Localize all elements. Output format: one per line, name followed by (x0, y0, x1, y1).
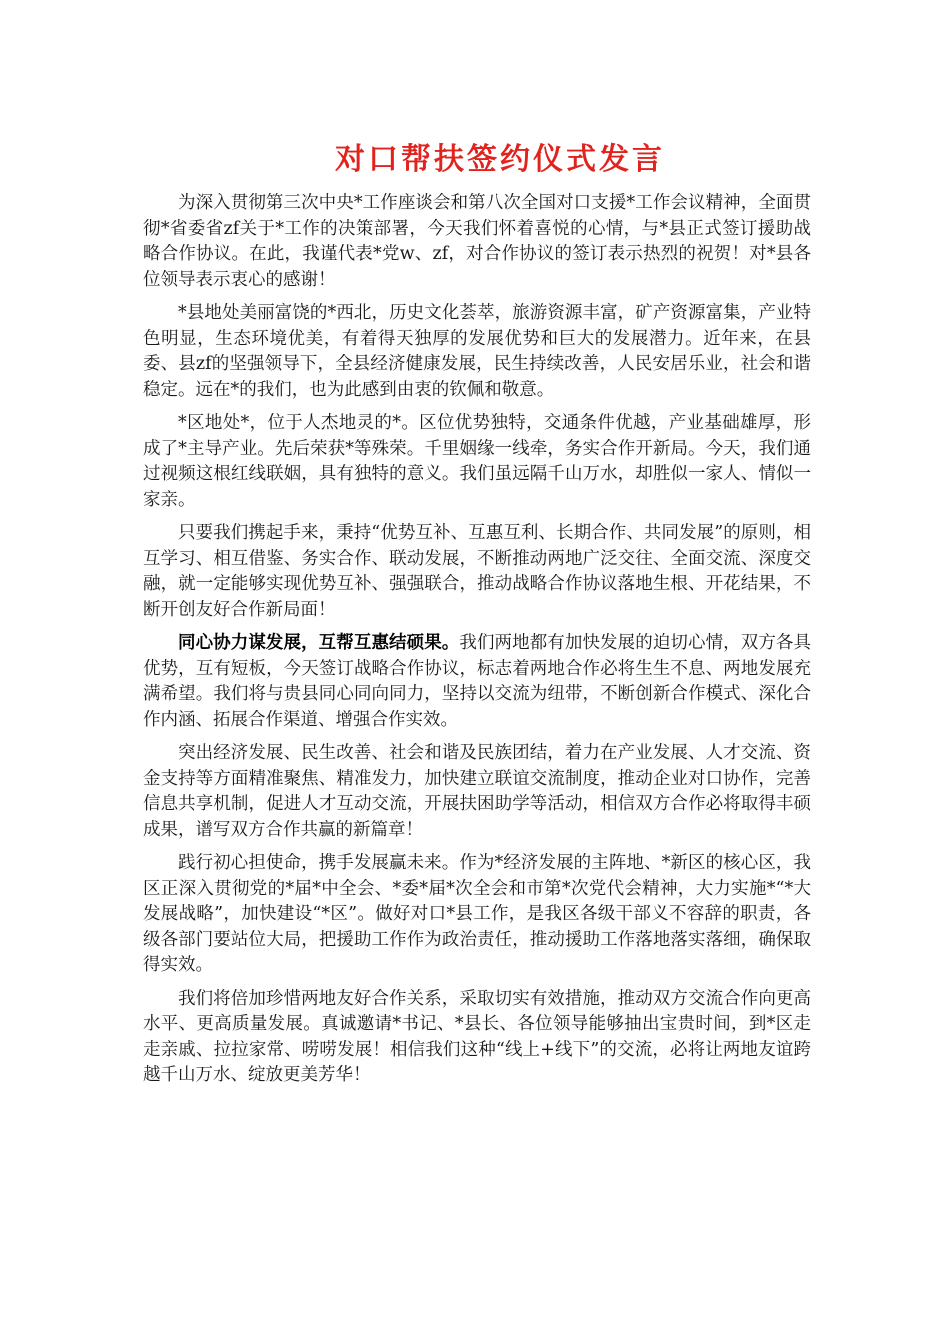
paragraph-text: 为深入贯彻第三次中央*工作座谈会和第八次全国对口支援*工作会议精神，全面贯彻*省委省zf关于*工作的决策部署，今天我们怀着喜悦的心情，与*县正式签订援助战略合作协议。在此，我谨代表*党w、zf，对合作协议的签订表示热烈的祝贺！对*县各位领导表示衷心的感谢！ (143, 193, 811, 290)
paragraph-3 (143, 411, 811, 513)
paragraph-1 (143, 191, 811, 293)
paragraph-text: 突出经济发展、民生改善、社会和谐及民族团结，着力在产业发展、人才交流、资金支持等方面精准聚焦、精准发力，加快建立联谊交流制度，推动企业对口协作，完善信息共享机制，促进人才互动交流，开展扶困助学等活动，相信双方合作必将取得丰硕成果，谱写双方合作共赢的新篇章！ (143, 743, 811, 840)
paragraph-6 (143, 741, 811, 843)
paragraph-text: 只要我们携起手来，秉持“优势互补、互惠互利、长期合作、共同发展”的原则，相互学习、相互借鉴、务实合作、联动发展，不断推动两地广泛交往、全面交流、深度交融，就一定能够实现优势互补、强强联合，推动战略合作协议落地生根、开花结果，不断开创友好合作新局面！ (143, 523, 811, 620)
paragraph-4 (143, 521, 811, 623)
paragraph-text: 我们两地都有加快发展的迫切心情，双方各具优势，互有短板，今天签订战略合作协议，标志着两地合作必将生生不息、两地发展充满希望。我们将与贵县同心同向同力，坚持以交流为纽带，不断创新合作模式、深化合作内涵、拓展合作渠道、增强合作实效。 (143, 633, 812, 730)
paragraph-text: *县地处美丽富饶的*西北，历史文化荟萃，旅游资源丰富，矿产资源富集，产业特色明显，生态环境优美，有着得天独厚的发展优势和巨大的发展潜力。近年来，在县委、县zf的坚强领导下，全县经济健康发展，民生持续改善，人民安居乐业，社会和谐稳定。远在*的我们，也为此感到由衷的钦佩和敬意。 (143, 303, 811, 400)
paragraph-text: 践行初心担使命，携手发展赢未来。作为*经济发展的主阵地、*新区的核心区，我区正深入贯彻党的*届*中全会、*委*届*次全会和市第*次党代会精神，大力实施*“*大发展战略”，加快建设“*区”。做好对口*县工作，是我区各级干部义不容辞的职责，各级各部门要站位大局，把援助工作作为政治责任，推动援助工作落地落实落细，确保取得实效。 (143, 853, 811, 975)
paragraph-2 (143, 301, 811, 403)
paragraph-7 (143, 851, 811, 979)
paragraph-8 (143, 987, 811, 1089)
document-title: 对口帮扶签约仪式发言 (335, 142, 665, 177)
paragraph-5 (143, 631, 811, 733)
document-body (143, 191, 811, 1097)
paragraph-text: *区地处*，位于人杰地灵的*。区位优势独特，交通条件优越，产业基础雄厚，形成了*主导产业。先后荣获*等殊荣。千里姻缘一线牵，务实合作开新局。今天，我们通过视频这根红线联姻，具有独特的意义。我们虽远隔千山万水，却胜似一家人、情似一家亲。 (143, 413, 811, 510)
paragraph-text: 我们将倍加珍惜两地友好合作关系，采取切实有效措施，推动双方交流合作向更高水平、更高质量发展。真诚邀请*书记、*县长、各位领导能够抽出宝贵时间，到*区走走亲戚、拉拉家常、唠唠发展！相信我们这种“线上+线下”的交流，必将让两地友谊跨越千山万水、绽放更美芳华！ (143, 988, 811, 1085)
paragraph-bold-lead: 同心协力谋发展，互帮互惠结硕果。 (178, 633, 460, 653)
